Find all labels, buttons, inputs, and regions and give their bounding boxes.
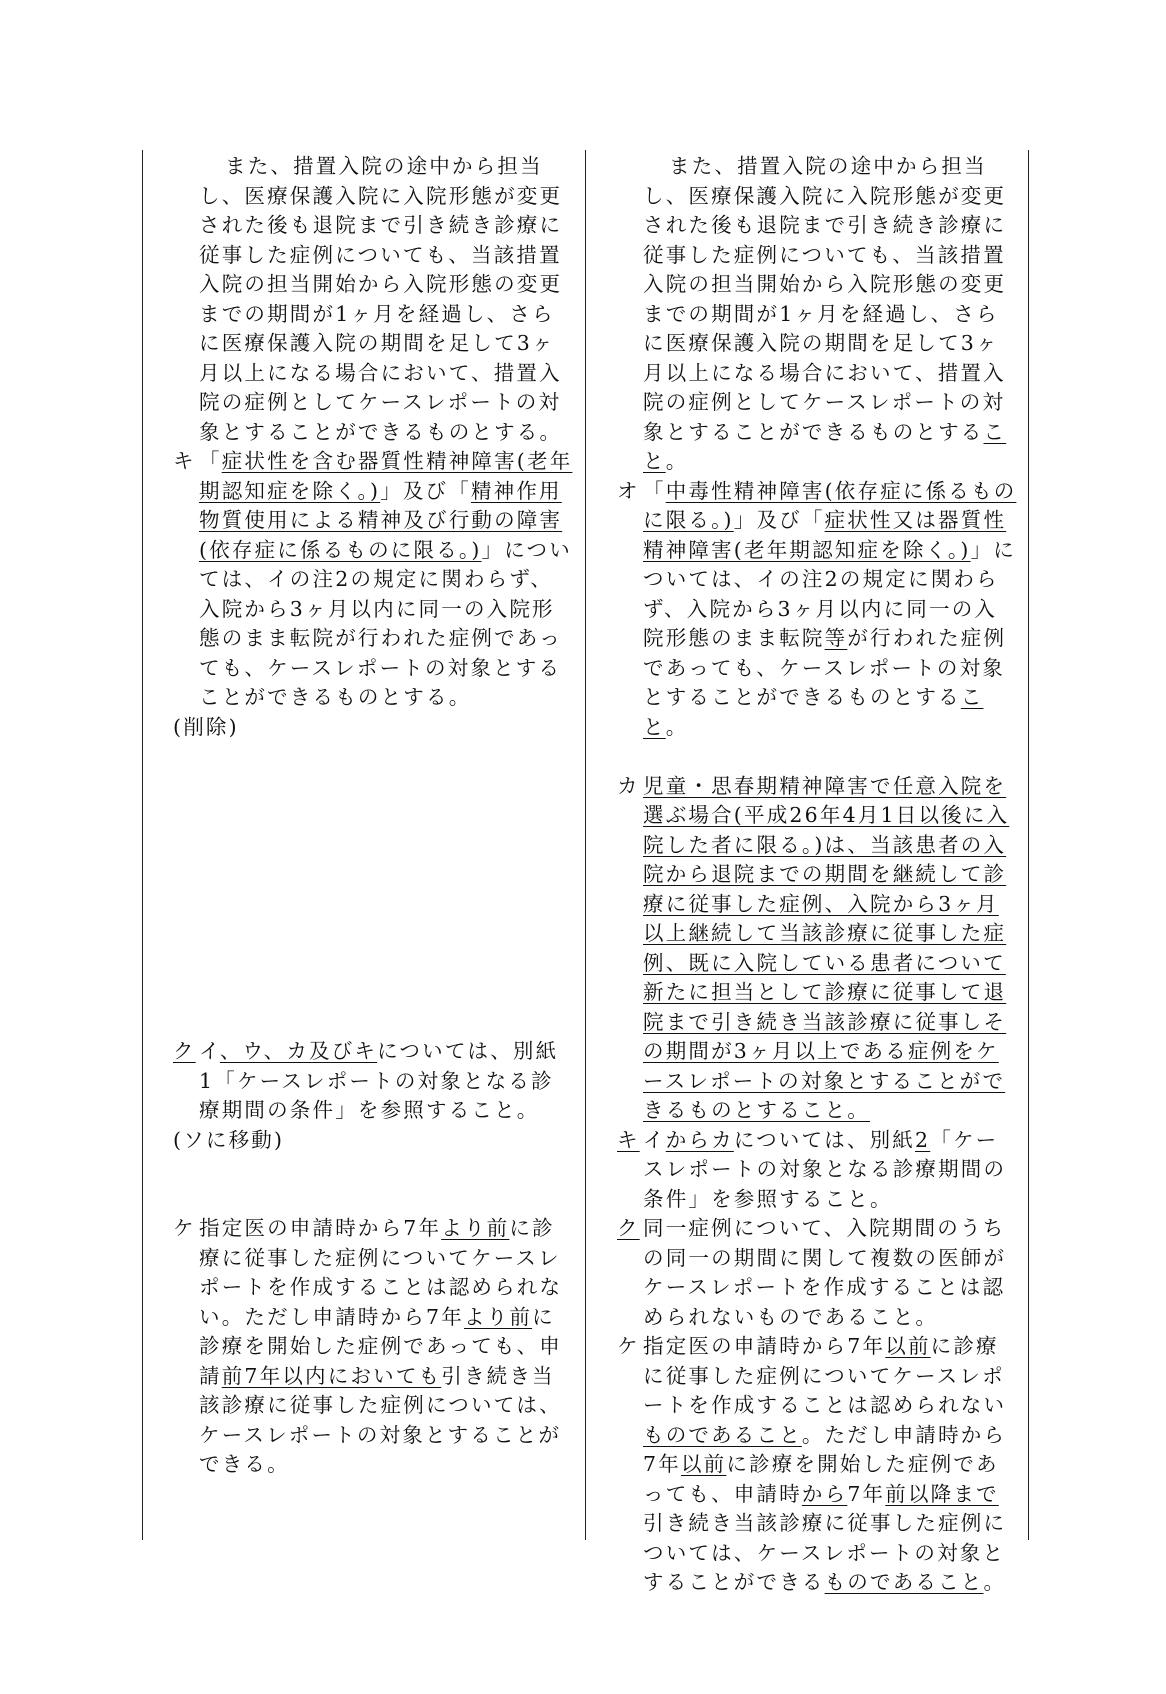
left-ke-underlined-3: 前7年以内においても [221,1363,442,1388]
right-para-underlined: こと [643,419,1007,473]
right-ku-label: ク [617,1216,640,1240]
right-o-text-4: が行われた症例であっても、ケースレポートの対象とすることができるものとする [643,626,1007,709]
right-ke-label: ケ [617,1334,640,1358]
left-paragraph-continued: また、措置入院の途中から担当し、医療保護入院に入院形態が変更された後も退院まで引き続き診療に従事した症例についても、当該措置入院の担当開始から入院形態の変更までの期間が1ヶ月を経過し、さらに医療保護入院の期間を足して3ヶ月以上になる場合において、措置入院の症例としてケースレポートの対象とすることができるものとする。 [199,154,563,444]
right-item-ku [617,1214,1017,1332]
left-ke-text-3: に診療を開始した症例であっても、申請 [199,1304,562,1388]
right-ki-underlined-2: 2 [915,1127,931,1152]
right-gap [617,742,1017,772]
left-ku-underlined: 、ウ、カ及びキ [219,1039,378,1063]
left-ke-text-1: 指定医の申請時から7年 [199,1216,442,1240]
right-o-quote-open: 「 [643,478,666,503]
right-ki-text-2: については、別紙 [733,1127,916,1152]
center-divider-line [585,150,586,1540]
right-ka-label: カ [617,773,640,798]
right-ke-underlined-4: から [801,1481,848,1506]
left-ki-label: キ [173,449,196,473]
left-ki-underlined-1: 症状性を含む器質性精神障害(老年期認知症を除く。) [199,449,573,503]
right-o-underlined-2: 症状性又は器質性精神障害(老年期認知症を除く。) [643,508,1007,562]
right-ki-underlined-1: からカ [665,1127,734,1152]
left-item-ke [173,1214,573,1480]
right-o-text-5: 。 [665,714,689,739]
right-ke-underlined-2: ものであること [643,1422,802,1447]
right-ke-text-4: に診療を開始した症例であっても、申請時 [643,1452,999,1506]
right-item-ki [617,1126,1017,1215]
right-ke-underlined-6: ものであること [824,1570,984,1594]
left-ki-text-2: 」及び「 [380,478,471,503]
right-o-underlined-3: 等 [824,626,848,650]
right-ki-text-1: イ [643,1127,666,1152]
left-ke-label: ケ [173,1216,196,1240]
left-item-ki [173,447,573,713]
right-ki-text-3: 「ケースレポートの対象となる診療期間の条件」を参照すること。 [643,1127,1007,1211]
left-ku-text-2: については、別紙1「ケースレポートの対象となる診療期間の条件」を参照すること。 [199,1039,559,1122]
right-ke-text-2: に診療に従事した症例についてケースレポートを作成することは認められない [643,1334,1007,1417]
left-item-ku [173,1037,573,1126]
right-ke-text-5: 7年 [847,1481,886,1506]
right-para-end: 。 [665,449,689,473]
left-moved-note: (ソに移動) [173,1127,285,1152]
left-ke-text-4: 引き続き当該診療に従事した症例については、ケースレポートの対象とすることができる。 [199,1363,562,1476]
left-ke-text-2: に診療に従事した症例についてケースレポートを作成することは認められない。ただし申請時から7年 [199,1216,563,1329]
left-ki-underlined-2: 精神作用物質使用による精神及び行動の障害(依存症に係るものに限る。) [199,478,563,562]
left-column-old-text [173,152,573,1480]
right-item-o [617,477,1017,743]
left-ku-text-1: イ [199,1039,220,1063]
right-ke-underlined-1: 以前 [885,1334,931,1358]
right-ke-text-3: 。ただし申請時から7年 [643,1422,1007,1476]
left-deleted-note: (削除) [173,714,239,739]
right-border-line [1028,150,1029,1540]
left-border-line [142,150,143,1540]
right-item-ka [617,772,1017,1126]
right-ku-text: 同一症例について、入院期間のうちの同一の期間に関して複数の医師がケースレポートを作成することは認められないものであること [643,1216,1007,1329]
left-spacer-ka [173,742,573,1037]
left-ku-label: ク [173,1039,196,1063]
right-ka-underlined: 児童・思春期精神障害で任意入院を選ぶ場合(平成26年4月1日以後に入院した者に限る。)は、当該患者の入院から退院までの期間を継続して診療に従事した症例、入院から3ヶ月以上継続して当該診療に従事した症例、既に入院している患者について新たに担当として診療に従事して退院まで引き続き当該診療に従事しその期間が3ヶ月以上である症例をケースレポートの対象とすることができるものとすること。 [643,773,1010,1122]
right-ke-underlined-3: 以前 [680,1452,727,1476]
right-o-label: オ [617,478,640,503]
right-o-text-3: 」については、イの注2の規定に関わらず、入院から3ヶ月以内に同一の入院形態のまま転院 [643,537,1016,650]
right-o-underlined-1: 中毒性精神障害(依存症に係るものに限る。) [643,478,1017,532]
right-para-text: また、措置入院の途中から担当し、医療保護入院に入院形態が変更された後も退院まで引き続き診療に従事した症例についても、当該措置入院の担当開始から入院形態の変更までの期間が1ヶ月を経過し、さらに医療保護入院の期間を足して3ヶ月以上になる場合において、措置入院の症例としてケースレポートの対象とすることができるものとする [643,154,1007,444]
left-ki-text-3: 」については、イの注2の規定に関わらず、入院から3ヶ月以内に同一の入院形態のまま転院が行われた症例であっても、ケースレポートの対象とすることができるものとする。 [199,537,572,709]
right-column-new-text [617,152,1017,1598]
right-ke-text-6: 引き続き当該診療に従事した症例については、ケースレポートの対象とすることができる [643,1511,1007,1594]
left-ke-underlined-2: より前 [463,1304,533,1329]
right-ki-label: キ [617,1127,640,1152]
right-paragraph-continued [617,152,1017,477]
right-o-text-2: 」及び「 [733,508,825,532]
right-o-underlined-4: こと [643,685,984,739]
left-ke-underlined-1: より前 [441,1216,510,1240]
right-ke-underlined-5: 前以降まで [885,1481,999,1506]
left-ki-quote-open: 「 [199,449,222,473]
right-ku-end: 。 [915,1304,939,1329]
left-spacer-ku [173,1155,573,1214]
right-ke-text-7: 。 [983,1570,1007,1594]
right-item-ke [617,1332,1017,1598]
right-ke-text-1: 指定医の申請時から7年 [643,1334,886,1358]
